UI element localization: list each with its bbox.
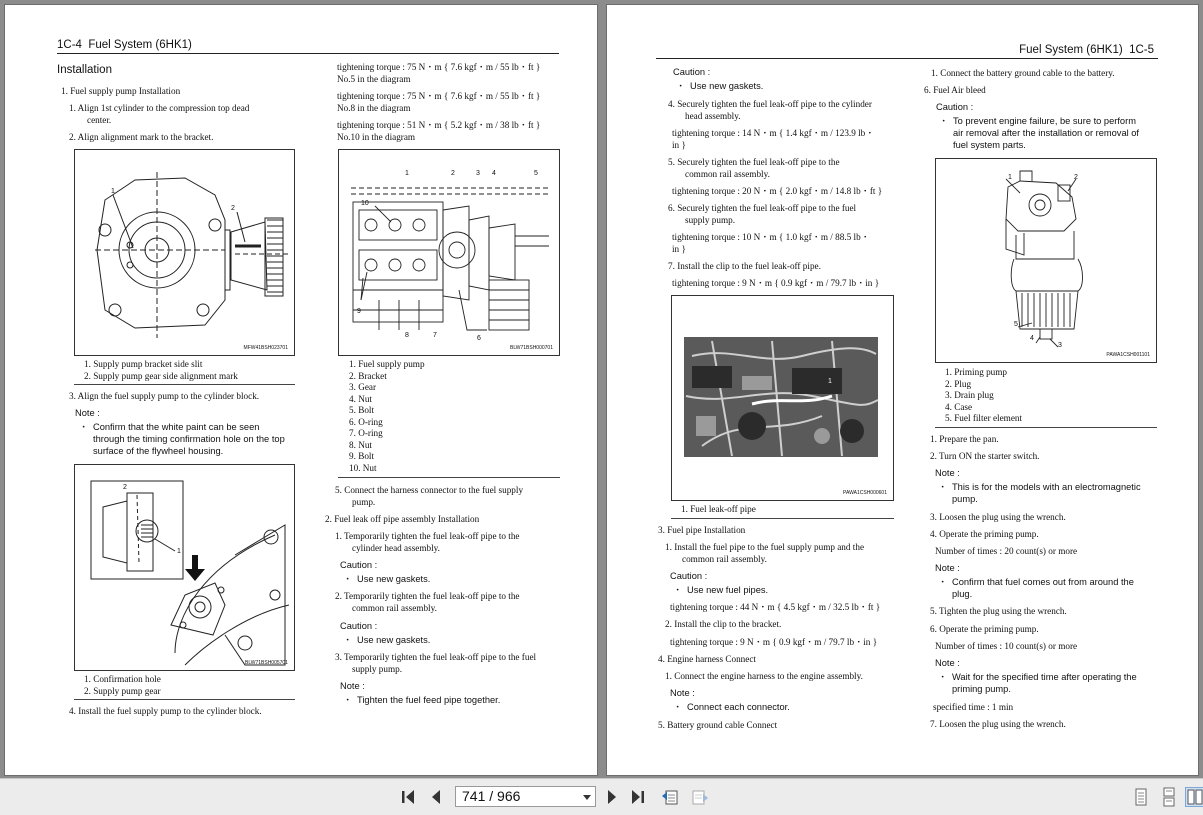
- legend-item: 1. Priming pump: [945, 367, 1008, 377]
- page-separator: /: [485, 788, 498, 804]
- legend-item: 2. Bracket: [349, 371, 387, 381]
- prev-page-icon: [426, 787, 446, 807]
- figure-code: PAWA1CSH001101: [1106, 352, 1150, 358]
- caution-label: Caution :: [340, 621, 378, 631]
- bullet: ・: [673, 585, 683, 595]
- torque-spec: tightening torque : 51 N・m { 5.2 kgf・m / 38 lb・ft }: [337, 120, 541, 130]
- figure-pump-bracket: [74, 149, 295, 356]
- callout-label: 1: [177, 548, 181, 555]
- right-page: [606, 4, 1199, 776]
- first-page-button[interactable]: [398, 787, 418, 807]
- step-text: 1. Connect the engine harness to the engine assembly.: [665, 671, 863, 681]
- page-code: 1C-4: [57, 39, 82, 51]
- page-header: [1019, 44, 1154, 56]
- torque-spec: tightening torque : 10 N・m { 1.0 kgf・m / 88.5 lb・: [672, 232, 870, 242]
- figure-code: MFW41BSH023701: [243, 345, 288, 351]
- callout-label: 3: [476, 170, 480, 177]
- next-view-button[interactable]: [690, 787, 710, 807]
- step-text: 4. Operate the priming pump.: [930, 529, 1039, 539]
- note-text: Confirm that the white paint can be seen: [93, 422, 260, 432]
- step-text: 1. Temporarily tighten the fuel leak-off pipe to the: [335, 531, 520, 541]
- page-number-input[interactable]: [455, 786, 596, 807]
- torque-spec: tightening torque : 75 N・m { 7.6 kgf・m / 55 lb・ft }: [337, 62, 541, 72]
- step-text: 5. Securely tighten the fuel leak-off pipe to the: [668, 157, 840, 167]
- page-total: 966: [497, 788, 521, 804]
- callout-label: 10: [361, 200, 369, 207]
- figure-code: BLW71BSH005701: [245, 660, 288, 666]
- callout-label: 4: [492, 170, 496, 177]
- note-label: Note :: [75, 408, 100, 418]
- step-text: 2. Temporarily tighten the fuel leak-off pipe to the: [335, 591, 520, 601]
- figure-code: PAWA1CSH000601: [842, 490, 887, 496]
- step-text: 4. Securely tighten the fuel leak-off pipe to the cylinder: [668, 99, 872, 109]
- left-page: [4, 4, 598, 776]
- legend-item: 1. Supply pump bracket side slit: [84, 359, 203, 369]
- torque-spec: No.10 in the diagram: [337, 132, 416, 142]
- chevron-down-icon[interactable]: [583, 795, 591, 800]
- torque-spec: No.8 in the diagram: [337, 103, 411, 113]
- step-text: center.: [87, 115, 112, 125]
- torque-spec: tightening torque : 20 N・m { 2.0 kgf・m / 14.8 lb・ft }: [672, 186, 883, 196]
- note-text: Confirm that fuel comes out from around the: [952, 577, 1134, 587]
- callout-label: 1: [111, 188, 115, 195]
- figure-code: BLW71BSH000701: [510, 345, 553, 351]
- section-title: Installation: [57, 64, 112, 76]
- legend-item: 6. O-ring: [349, 417, 383, 427]
- bracket-diagram: [75, 150, 294, 355]
- next-page-icon: [602, 787, 622, 807]
- step-text: common rail assembly.: [352, 603, 437, 613]
- caution-label: Caution :: [936, 102, 974, 112]
- header-title: Fuel System (6HK1): [1019, 44, 1123, 56]
- callout-label: 4: [1030, 335, 1034, 342]
- legend-item: 4. Case: [945, 402, 973, 412]
- note-label: Note :: [670, 688, 695, 698]
- legend-rule: [74, 384, 295, 385]
- legend-item: 3. Drain plug: [945, 390, 994, 400]
- arrow-indicator: [185, 555, 205, 581]
- step-text: 5. Battery ground cable Connect: [658, 720, 778, 730]
- legend-item: 7. O-ring: [349, 428, 383, 438]
- callout-label: 1: [405, 170, 409, 177]
- torque-spec: tightening torque : 9 N・m { 0.9 kgf・m / 79.7 lb・in }: [670, 637, 878, 647]
- torque-spec: tightening torque : 9 N・m { 0.9 kgf・m / 79.7 lb・in }: [672, 278, 880, 288]
- caution-text: air removal after the installation or removal of: [953, 128, 1140, 138]
- single-page-view-button[interactable]: [1131, 787, 1151, 807]
- spec-text: Number of times : 10 count(s) or more: [935, 641, 1078, 651]
- step-text: 1. Install the fuel pipe to the fuel supply pump and the: [665, 542, 865, 552]
- legend-item: 8. Nut: [349, 440, 372, 450]
- caution-text: Use new gaskets.: [357, 635, 431, 645]
- bullet: ・: [938, 482, 948, 492]
- callout-label: 5: [1014, 321, 1018, 328]
- bullet: ・: [79, 422, 89, 432]
- navigation-toolbar: [0, 778, 1203, 815]
- step-text: 4. Engine harness Connect: [658, 654, 756, 664]
- note-text: This is for the models with an electromagnetic: [952, 482, 1141, 492]
- caution-text: fuel system parts.: [953, 140, 1026, 150]
- note-label: Note :: [935, 468, 960, 478]
- callout-label: 2: [1074, 174, 1078, 181]
- legend-item: 1. Fuel supply pump: [349, 359, 425, 369]
- engine-photo: [672, 296, 893, 500]
- legend-item: 3. Gear: [349, 382, 377, 392]
- callout-label: 1: [828, 378, 832, 385]
- caution-label: Caution :: [670, 571, 708, 581]
- facing-view-button[interactable]: [1185, 787, 1203, 807]
- header-title: Fuel System (6HK1): [88, 39, 192, 51]
- legend-rule: [338, 477, 560, 478]
- legend-item: 2. Supply pump gear: [84, 686, 161, 696]
- bullet: ・: [343, 635, 353, 645]
- step-text: 6. Fuel Air bleed: [924, 85, 986, 95]
- torque-spec: tightening torque : 75 N・m { 7.6 kgf・m / 55 lb・ft }: [337, 91, 541, 101]
- note-text: Tighten the fuel feed pipe together.: [357, 695, 501, 705]
- step-text: 6. Operate the priming pump.: [930, 624, 1039, 634]
- caution-text: Use new fuel pipes.: [687, 585, 769, 595]
- prev-page-button[interactable]: [426, 787, 446, 807]
- bullet: ・: [343, 695, 353, 705]
- figure-fuel-supply-pump: [338, 149, 560, 356]
- step-text: 5. Tighten the plug using the wrench.: [930, 606, 1067, 616]
- step-text: 1. Connect the battery ground cable to the battery.: [931, 68, 1115, 78]
- callout-label: 5: [534, 170, 538, 177]
- header-rule: [656, 58, 1158, 59]
- step-text: supply pump.: [685, 215, 736, 225]
- page-code: 1C-5: [1129, 44, 1154, 56]
- legend-item: 5. Bolt: [349, 405, 375, 415]
- caution-text: Use new gaskets.: [357, 574, 431, 584]
- torque-spec: No.5 in the diagram: [337, 74, 411, 84]
- note-label: Note :: [935, 563, 960, 573]
- note-label: Note :: [340, 681, 365, 691]
- step-text: pump.: [352, 497, 376, 507]
- spec-text: specified time : 1 min: [933, 702, 1014, 712]
- step-text: 3. Loosen the plug using the wrench.: [930, 512, 1066, 522]
- step-text: 2. Fuel leak off pipe assembly Installation: [325, 514, 480, 524]
- note-text: surface of the flywheel housing.: [93, 446, 224, 456]
- note-text: priming pump.: [952, 684, 1011, 694]
- legend-rule: [671, 518, 894, 519]
- caution-text: Use new gaskets.: [690, 81, 764, 91]
- torque-spec: tightening torque : 44 N・m { 4.5 kgf・m / 32.5 lb・ft }: [670, 602, 881, 612]
- continuous-view-icon: [1159, 787, 1179, 807]
- step-text: 1. Align 1st cylinder to the compression top dead: [69, 103, 250, 113]
- figure-leak-off-pipe-photo: [671, 295, 894, 501]
- next-view-icon: [690, 787, 710, 807]
- bracket-outline: [97, 178, 225, 328]
- callout-label: 7: [433, 332, 437, 339]
- filter-diagram: [936, 159, 1156, 362]
- figure-flywheel-housing: [74, 464, 295, 671]
- callout-label: 2: [451, 170, 455, 177]
- figure-fuel-filter: [935, 158, 1157, 363]
- first-page-icon: [398, 787, 418, 807]
- step-text: 7. Loosen the plug using the wrench.: [930, 719, 1066, 729]
- torque-spec: tightening torque : 14 N・m { 1.4 kgf・m / 123.9 lb・: [672, 128, 875, 138]
- legend-item: 1. Confirmation hole: [84, 674, 161, 684]
- bullet: ・: [673, 702, 683, 712]
- spec-text: Number of times : 20 count(s) or more: [935, 546, 1078, 556]
- note-text: through the timing confirmation hole on the top: [93, 434, 285, 444]
- bullet: ・: [343, 574, 353, 584]
- page-current: 741: [462, 788, 486, 804]
- step-text: 3. Align the fuel supply pump to the cylinder block.: [69, 391, 260, 401]
- step-text: common rail assembly.: [682, 554, 767, 564]
- legend-item: 10. Nut: [349, 463, 377, 473]
- facing-view-icon: [1186, 788, 1203, 806]
- previous-view-button[interactable]: [660, 787, 680, 807]
- flywheel-diagram: [75, 465, 294, 670]
- single-page-view-icon: [1131, 787, 1151, 807]
- step-text: 7. Install the clip to the fuel leak-off pipe.: [668, 261, 821, 271]
- step-text: 5. Connect the harness connector to the fuel supply: [335, 485, 524, 495]
- legend-item: 2. Supply pump gear side alignment mark: [84, 371, 238, 381]
- bullet: ・: [938, 577, 948, 587]
- step-text: 2. Turn ON the starter switch.: [930, 451, 1040, 461]
- previous-view-icon: [660, 787, 680, 807]
- torque-spec: in }: [672, 140, 686, 150]
- legend-item: 5. Fuel filter element: [945, 413, 1023, 423]
- note-label: Note :: [935, 658, 960, 668]
- callout-label: 3: [1058, 342, 1062, 349]
- step-text: 6. Securely tighten the fuel leak-off pipe to the fuel: [668, 203, 857, 213]
- callout-label: 2: [231, 205, 235, 212]
- caution-text: To prevent engine failure, be sure to perform: [953, 116, 1136, 126]
- note-text: plug.: [952, 589, 973, 599]
- page-header: [57, 39, 192, 51]
- torque-spec: in }: [672, 244, 686, 254]
- legend-item: 2. Plug: [945, 379, 972, 389]
- step-text: 1. Fuel supply pump Installation: [61, 86, 181, 96]
- pump-diagram: [339, 150, 559, 355]
- callout-label: 8: [405, 332, 409, 339]
- legend-item: 1. Fuel leak-off pipe: [681, 504, 756, 514]
- caution-label: Caution :: [673, 67, 711, 77]
- step-text: head assembly.: [685, 111, 741, 121]
- step-text: 3. Temporarily tighten the fuel leak-off pipe to the fuel: [335, 652, 537, 662]
- note-text: Wait for the specified time after operating the: [952, 672, 1137, 682]
- callout-label: 9: [357, 308, 361, 315]
- step-text: supply pump.: [352, 664, 403, 674]
- step-text: 3. Fuel pipe Installation: [658, 525, 746, 535]
- continuous-view-button[interactable]: [1159, 787, 1179, 807]
- header-rule: [57, 53, 559, 54]
- callout-label: 1: [1008, 174, 1012, 181]
- last-page-button[interactable]: [628, 787, 648, 807]
- legend-rule: [935, 427, 1157, 428]
- next-page-button[interactable]: [602, 787, 622, 807]
- note-text: Connect each connector.: [687, 702, 790, 712]
- step-text: 2. Align alignment mark to the bracket.: [69, 132, 214, 142]
- callout-label: 6: [477, 335, 481, 342]
- legend-item: 4. Nut: [349, 394, 372, 404]
- callout-label: 2: [123, 484, 127, 491]
- step-text: cylinder head assembly.: [352, 543, 440, 553]
- caution-label: Caution :: [340, 560, 378, 570]
- step-text: 4. Install the fuel supply pump to the cylinder block.: [69, 706, 262, 716]
- step-text: 1. Prepare the pan.: [930, 434, 999, 444]
- note-text: pump.: [952, 494, 978, 504]
- legend-rule: [74, 699, 295, 700]
- step-text: 2. Install the clip to the bracket.: [665, 619, 782, 629]
- legend-item: 9. Bolt: [349, 451, 375, 461]
- bullet: ・: [938, 672, 948, 682]
- last-page-icon: [628, 787, 648, 807]
- bullet: ・: [939, 116, 949, 126]
- bullet: ・: [676, 81, 686, 91]
- step-text: common rail assembly.: [685, 169, 770, 179]
